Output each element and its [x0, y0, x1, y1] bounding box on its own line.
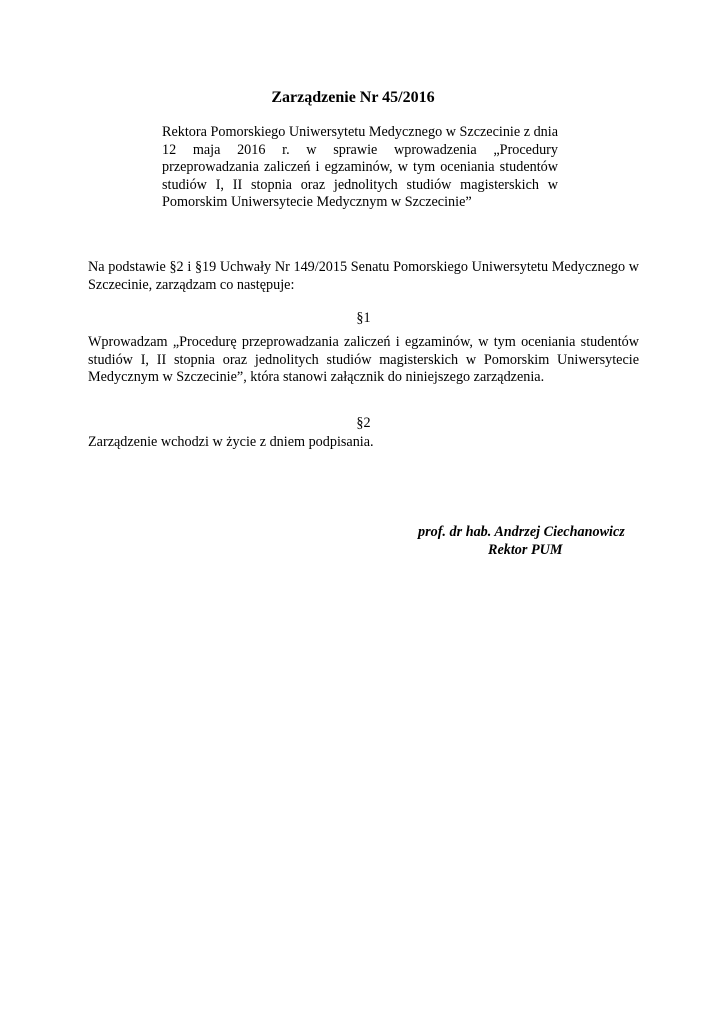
signatory-name: prof. dr hab. Andrzej Ciechanowicz: [418, 524, 625, 540]
signature-block: [380, 524, 670, 559]
legal-basis-paragraph: Na podstawie §2 i §19 Uchwały Nr 149/2015 Senatu Pomorskiego Uniwersytetu Medycznego w Szczecinie, zarządzam co następuje:: [88, 259, 639, 293]
signatory-role: Rektor PUM: [488, 541, 563, 558]
section-2-mark: §2: [356, 415, 371, 431]
section-2-text: Zarządzenie wchodzi w życie z dniem podpisania.: [88, 434, 374, 450]
section-1-mark: §1: [356, 310, 371, 326]
section-1-text: Wprowadzam „Procedurę przeprowadzania zaliczeń i egzaminów, w tym oceniania studentów studiów I, II stopnia oraz jednolitych studiów magisterskich w Pomorskim Uniwersytecie Medycznym w Szczecinie”, która stanowi załącznik do niniejszego zarządzenia.: [88, 334, 639, 386]
document-title: Zarządzenie Nr 45/2016: [271, 89, 435, 106]
document-subtitle: Rektora Pomorskiego Uniwersytetu Medycznego w Szczecinie z dnia 12 maja 2016 r. w sprawie wprowadzenia „Procedury przeprowadzania zaliczeń i egzaminów, w tym oceniania studentów studiów I, II stopnia oraz jednolitych studiów magisterskich w Pomorskim Uniwersytecie Medycznym w Szczecinie”: [162, 124, 558, 211]
